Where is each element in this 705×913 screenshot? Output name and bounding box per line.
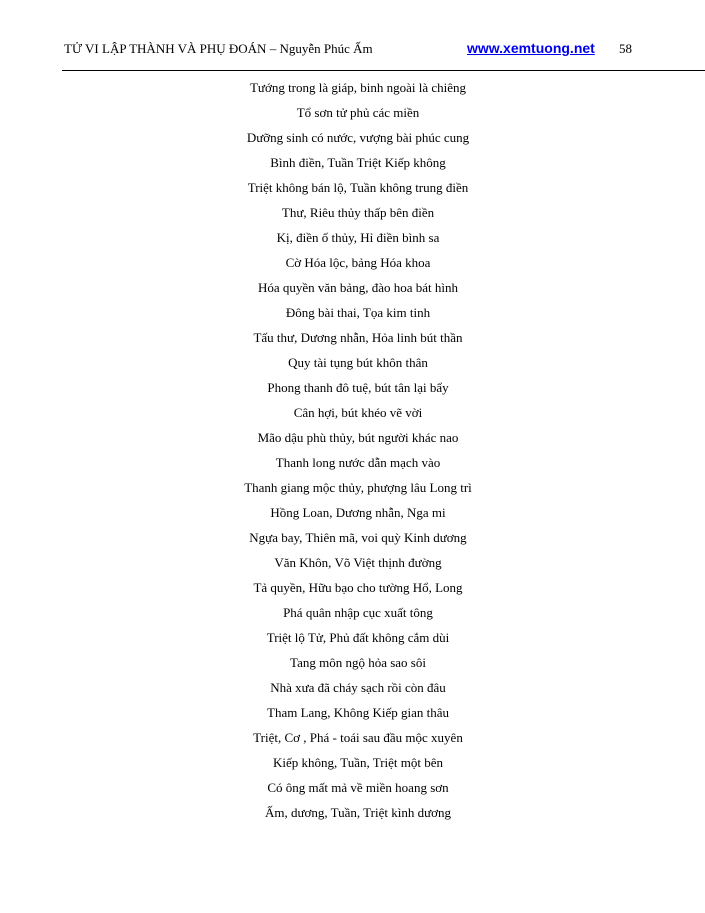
poem-line: Hồng Loan, Dương nhẫn, Nga mi: [270, 505, 446, 520]
poem-line: Dưỡng sinh có nước, vượng bài phúc cung: [246, 130, 470, 145]
poem-line: Kiếp không, Tuần, Triệt một bên: [272, 755, 444, 770]
poem-line: Phá quân nhập cục xuất tông: [283, 605, 433, 620]
poem-line: Thanh giang mộc thủy, phượng lâu Long trì: [244, 480, 472, 495]
header-website-link[interactable]: www.xemtuong.net: [467, 40, 595, 56]
poem-line: Cờ Hóa lộc, bảng Hóa khoa: [285, 255, 431, 270]
header-divider: [62, 70, 705, 71]
poem-line: Văn Khôn, Võ Việt thịnh đường: [274, 555, 442, 570]
poem-line: Nhà xưa đã cháy sạch rồi còn đâu: [270, 680, 446, 695]
header-book-title: TỬ VI LẬP THÀNH VÀ PHỤ ĐOÁN – Nguyễn Phúc Ấm: [64, 41, 373, 56]
poem-line: Ấm, dương, Tuần, Triệt kình dương: [264, 805, 452, 820]
poem-line: Thư, Riêu thủy thấp bên điền: [281, 205, 435, 220]
poem-line: Triệt không bán lộ, Tuần không trung điền: [247, 180, 469, 195]
poem-line: Triệt, Cơ , Phá - toái sau đầu mộc xuyên: [253, 730, 463, 745]
poem-line: Kị, điền ố thủy, Hỉ điền bình sa: [276, 230, 440, 245]
poem-line: Tang môn ngộ hỏa sao sôi: [290, 655, 426, 670]
poem-line: Tham Lang, Không Kiếp gian thâu: [267, 705, 449, 720]
poem-line: Hóa quyền văn bảng, đào hoa bát hình: [257, 280, 458, 295]
header-page-number: 58: [619, 41, 632, 56]
poem-line: Mão dậu phù thủy, bút người khác nao: [257, 430, 459, 445]
poem-line: Triệt lộ Tử, Phủ đất không cắm dùi: [266, 630, 450, 645]
poem-line: Tả quyền, Hữu bạo cho tường Hổ, Long: [253, 580, 463, 595]
poem-line: Bình điền, Tuần Triệt Kiếp không: [270, 155, 446, 170]
poem-line: Thanh long nước dẫn mạch vào: [275, 455, 441, 470]
poem-line: Tổ sơn tử phủ các miền: [296, 105, 420, 120]
poem-line: Ngựa bay, Thiên mã, voi quỳ Kinh dương: [249, 530, 467, 545]
page-header: [0, 0, 705, 72]
poem-line: Cân hợi, bút khéo vẽ vời: [293, 405, 423, 420]
poem-line: Tướng trong là giáp, binh ngoài là chiêng: [249, 80, 467, 95]
poem-line: Tấu thư, Dương nhẫn, Hỏa linh bút thần: [253, 330, 463, 345]
poem-line: Phong thanh đô tuệ, bút tân lại bẩy: [267, 380, 449, 395]
poem-line: Đông bài thai, Tọa kim tinh: [285, 305, 431, 320]
poem-body: [228, 78, 488, 828]
poem-line: Có ông mất mả về miền hoang sơn: [267, 780, 449, 795]
poem-line: Quy tài tụng bút khôn thân: [288, 355, 428, 370]
